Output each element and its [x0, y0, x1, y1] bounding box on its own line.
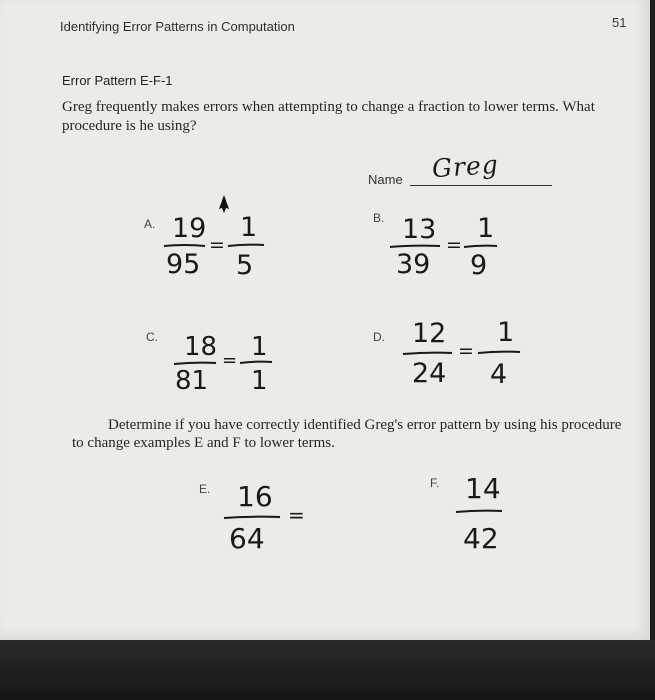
example-a-label: A. — [144, 217, 156, 231]
example-c-answer-numerator: 1 — [251, 332, 268, 362]
exercise-f-numerator: 14 — [465, 472, 501, 505]
example-d-equals: = — [458, 340, 474, 362]
example-b-numerator: 13 — [402, 214, 437, 245]
example-b-label: B. — [373, 211, 385, 225]
example-b-answer-denominator: 9 — [470, 250, 488, 281]
exercise-f-denominator: 42 — [463, 522, 499, 555]
photo-bottom-shadow — [0, 640, 655, 700]
name-label: Name — [368, 172, 403, 187]
example-b-answer-numerator: 1 — [477, 213, 495, 244]
exercise-e-numerator: 16 — [237, 480, 273, 513]
example-a-denominator: 95 — [166, 249, 201, 280]
example-d-label: D. — [373, 330, 385, 344]
exercise-e-denominator: 64 — [229, 522, 265, 555]
example-d-denominator: 24 — [412, 358, 447, 389]
pattern-title: Error Pattern E-F-1 — [62, 73, 173, 88]
exercise-f-label: F. — [430, 476, 440, 490]
example-c-denominator: 81 — [175, 366, 209, 396]
example-d-answer-numerator: 1 — [497, 317, 515, 348]
example-a-numerator: 19 — [172, 213, 207, 244]
example-c-answer-denominator: 1 — [251, 366, 268, 396]
student-name-signature: Greg — [431, 149, 500, 184]
exercise-e-equals: = — [288, 503, 305, 527]
instructions-text: Determine if you have correctly identified Greg's error pattern by using his procedure to change examples E and F to lower terms. — [72, 417, 622, 451]
running-head: Identifying Error Patterns in Computation — [60, 19, 295, 34]
example-b-denominator: 39 — [396, 249, 431, 280]
example-d-answer-denominator: 4 — [490, 359, 508, 390]
example-a-answer-denominator: 5 — [236, 250, 254, 281]
example-c-label: C. — [146, 330, 158, 344]
example-a-equals: = — [209, 234, 225, 256]
page-number: 51 — [612, 15, 627, 30]
example-c-equals: = — [222, 350, 238, 371]
example-b-equals: = — [446, 234, 462, 256]
example-d-numerator: 12 — [412, 318, 447, 349]
example-c-numerator: 18 — [184, 332, 218, 362]
exercise-e-label: E. — [199, 482, 211, 496]
question-text: Greg frequently makes errors when attempting to change a fraction to lower terms. What procedure is he using? — [62, 99, 595, 134]
example-a-answer-numerator: 1 — [240, 212, 258, 243]
